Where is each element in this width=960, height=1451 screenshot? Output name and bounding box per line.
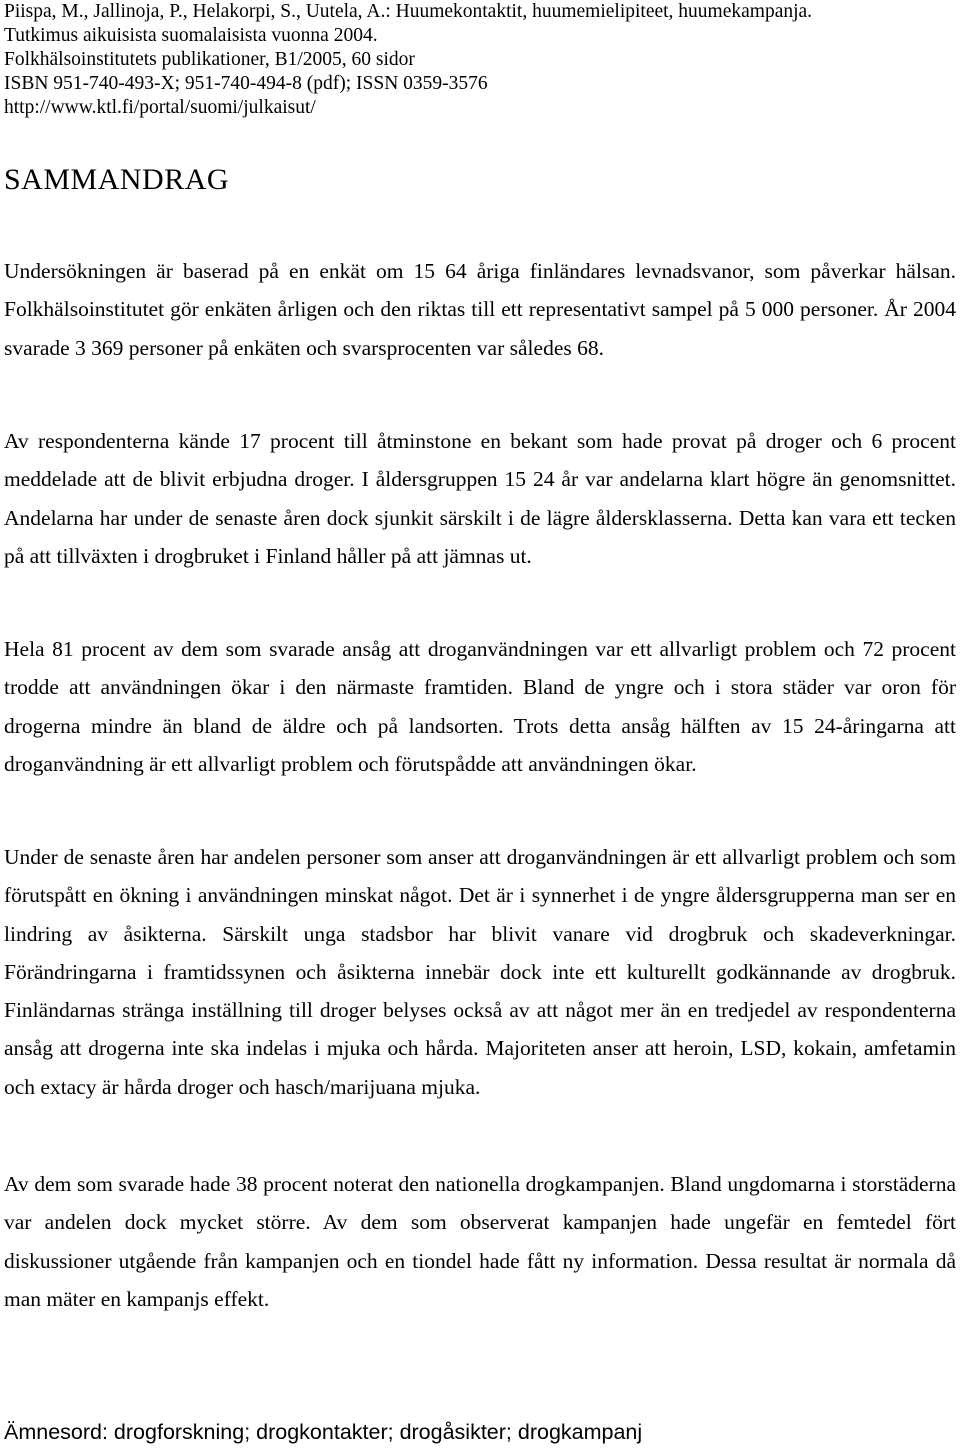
paragraph-campaign: Av dem som svarade hade 38 procent noterat den nationella drogkampanjen. Bland ungdomarna i storstäderna var andelen dock mycket större. Av dem som observerat kampanjen hade ungefär en femtedel fört diskussioner utgående från kampanjen och en tiondel hade fått ny information. Dessa resultat är normala då man mäter en kampanjs effekt. <box>4 1172 956 1311</box>
paragraph-survey-basis: Undersökningen är baserad på en enkät om 15 64 åriga finländares levnadsvanor, som påverkar hälsan. Folkhälsoinstitutet gör enkäten årligen och den riktas till ett representativt sampel på 5 000 personer. År 2004 svarade 3 369 personer på enkäten och svarsprocenten var således 68. <box>4 259 956 360</box>
paragraph-attitude-changes: Under de senaste åren har andelen personer som anser att droganvändningen är ett allvarligt problem och som förutspått en ökning i användningen minskat något. Det är i synnerhet i de yngre åldersgrupperna man ser en lindring av åsikterna. Särskilt unga stadsbor har blivit vanare vid drogbruk och skadeverkningar. Förändringarna i framtidssynen och åsikterna innebär dock inte ett kulturellt godkännande av drogbruk. Finländarnas stränga inställning till droger belyses också av att något mer än en tredjedel av respondenterna ansåg att drogerna inte ska indelas i mjuka och hårda. Majoriteten anser att heroin, LSD, kokain, amfetamin och extacy är hårda droger och hasch/marijuana mjuka. <box>4 845 956 1099</box>
paragraph-drug-problem-views: Hela 81 procent av dem som svarade ansåg att droganvändningen var ett allvarligt problem och 72 procent trodde att användningen ökar i den närmaste framtiden. Bland de yngre och i stora städer var oron för drogerna mindre än bland de äldre och på landsorten. Trots detta ansåg hälften av 15 24-åringarna att droganvändning är ett allvarligt problem och förutspådde att användningen ökar. <box>4 637 956 776</box>
publication-info <box>4 0 812 120</box>
authors-title-line: Piispa, M., Jallinoja, P., Helakorpi, S., Uutela, A.: Huumekontaktit, huumemielipiteet, huumekampanja. <box>4 1 813 22</box>
isbn-line: ISBN 951-740-493-X; 951-740-494-8 (pdf); ISSN 0359-3576 <box>4 73 488 94</box>
paragraph-drug-contacts: Av respondenterna kände 17 procent till åtminstone en bekant som hade provat på droger och 6 procent meddelade att de blivit erbjudna droger. I åldersgruppen 15 24 år var andelarna klart högre än genomsnittet. Andelarna har under de senaste åren dock sjunkit särskilt i de lägre åldersklasserna. Detta kan vara ett tecken på att tillväxten i drogbruket i Finland håller på att jämnas ut. <box>4 429 956 568</box>
keywords-line: Ämnesord: drogforskning; drogkontakter; drogåsikter; drogkampanj <box>4 1420 643 1444</box>
section-heading: SAMMANDRAG <box>4 163 230 196</box>
url-line[interactable]: http://www.ktl.fi/portal/suomi/julkaisut/ <box>4 97 316 118</box>
series-line: Folkhälsoinstitutets publikationer, B1/2005, 60 sidor <box>4 49 415 70</box>
subtitle-line: Tutkimus aikuisista suomalaisista vuonna 2004. <box>4 25 378 46</box>
